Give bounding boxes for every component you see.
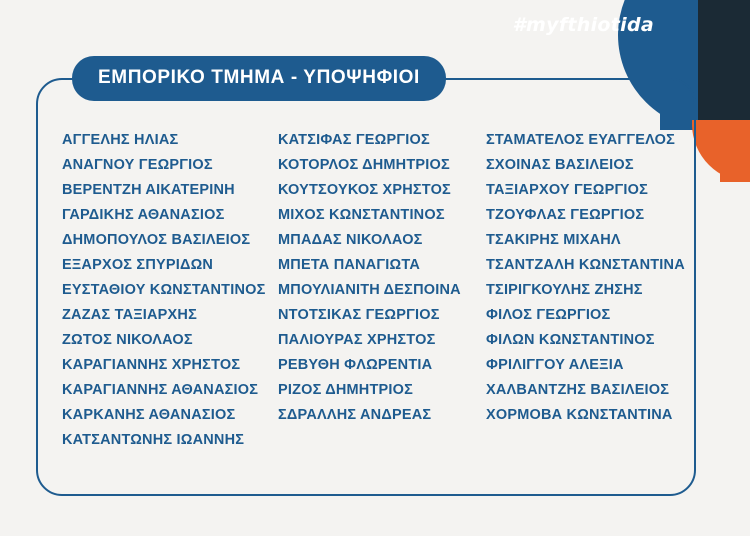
list-item: ΔΗΜΟΠΟΥΛΟΣ ΒΑΣΙΛΕΙΟΣ [62, 232, 251, 248]
list-item: ΕΞΑΡΧΟΣ ΣΠΥΡΙΔΩΝ [62, 257, 214, 273]
list-item: ΚΟΥΤΣΟΥΚΟΣ ΧΡΗΣΤΟΣ [278, 182, 451, 198]
list-item: ΝΤΟΤΣΙΚΑΣ ΓΕΩΡΓΙΟΣ [278, 307, 440, 323]
list-item: ΦΡΙΛΙΓΓΟΥ ΑΛΕΞΙΑ [486, 357, 624, 373]
list-item: ΡΕΒΥΘΗ ΦΛΩΡΕΝΤΙΑ [278, 357, 433, 373]
list-item: ΣΤΑΜΑΤΕΛΟΣ ΕΥΑΓΓΕΛΟΣ [486, 132, 675, 148]
list-item: ΚΑΡΚΑΝΗΣ ΑΘΑΝΑΣΙΟΣ [62, 407, 236, 423]
candidate-column-2 [278, 128, 486, 453]
list-item: ΚΑΡΑΓΙΑΝΝΗΣ ΑΘΑΝΑΣΙΟΣ [62, 382, 259, 398]
list-item: ΚΑΤΣΙΦΑΣ ΓΕΩΡΓΙΟΣ [278, 132, 430, 148]
list-item: ΜΠΕΤΑ ΠΑΝΑΓΙΩΤΑ [278, 257, 421, 273]
list-item: ΣΧΟΙΝΑΣ ΒΑΣΙΛΕΙΟΣ [486, 157, 634, 173]
list-item: ΣΔΡΑΛΛΗΣ ΑΝΔΡΕΑΣ [278, 407, 432, 423]
list-item: ΕΥΣΤΑΘΙΟΥ ΚΩΝΣΤΑΝΤΙΝΟΣ [62, 282, 266, 298]
list-item: ΖΩΤΟΣ ΝΙΚΟΛΑΟΣ [62, 332, 193, 348]
list-item: ΑΓΓΕΛΗΣ ΗΛΙΑΣ [62, 132, 179, 148]
list-item: ΚΑΡΑΓΙΑΝΝΗΣ ΧΡΗΣΤΟΣ [62, 357, 241, 373]
list-item: ΜΠΟΥΛΙΑΝΙΤΗ ΔΕΣΠΟΙΝΑ [278, 282, 461, 298]
list-item: ΡΙΖΟΣ ΔΗΜΗΤΡΙΟΣ [278, 382, 414, 398]
list-item: ΤΑΞΙΑΡΧΟΥ ΓΕΩΡΓΙΟΣ [486, 182, 649, 198]
list-item: ΤΣΙΡΙΓΚΟΥΛΗΣ ΖΗΣΗΣ [486, 282, 643, 298]
watermark-hashtag: #myfthiotida [512, 14, 654, 36]
list-item: ΜΠΑΔΑΣ ΝΙΚΟΛΑΟΣ [278, 232, 423, 248]
page-title: ΕΜΠΟΡΙΚΟ ΤΜΗΜΑ - ΥΠΟΨΗΦΙΟΙ [72, 56, 446, 101]
candidate-list [62, 128, 686, 453]
list-item: ΧΑΛΒΑΝΤΖΗΣ ΒΑΣΙΛΕΙΟΣ [486, 382, 670, 398]
list-item: ΧΟΡΜΟΒΑ ΚΩΝΣΤΑΝΤΙΝΑ [486, 407, 673, 423]
decorative-dark-bar [698, 0, 750, 130]
list-item: ΤΣΑΚΙΡΗΣ ΜΙΧΑΗΛ [486, 232, 621, 248]
list-item: ΤΣΑΝΤΖΑΛΗ ΚΩΝΣΤΑΝΤΙΝΑ [486, 257, 685, 273]
list-item: ΤΖΟΥΦΛΑΣ ΓΕΩΡΓΙΟΣ [486, 207, 645, 223]
list-item: ΚΟΤΟΡΛΟΣ ΔΗΜΗΤΡΙΟΣ [278, 157, 450, 173]
list-item: ΜΙΧΟΣ ΚΩΝΣΤΑΝΤΙΝΟΣ [278, 207, 445, 223]
candidate-column-1 [62, 128, 278, 453]
list-item: ΠΑΛΙΟΥΡΑΣ ΧΡΗΣΤΟΣ [278, 332, 436, 348]
list-item: ΒΕΡΕΝΤΖΗ ΑΙΚΑΤΕΡΙΝΗ [62, 182, 235, 198]
decorative-orange-block [720, 120, 750, 182]
list-item: ΓΑΡΔΙΚΗΣ ΑΘΑΝΑΣΙΟΣ [62, 207, 225, 223]
list-item: ΦΙΛΟΣ ΓΕΩΡΓΙΟΣ [486, 307, 611, 323]
candidate-column-3 [486, 128, 686, 453]
list-item: ΚΑΤΣΑΝΤΩΝΗΣ ΙΩΑΝΝΗΣ [62, 432, 245, 448]
list-item: ΖΑΖΑΣ ΤΑΞΙΑΡΧΗΣ [62, 307, 197, 323]
list-item: ΑΝΑΓΝΟΥ ΓΕΩΡΓΙΟΣ [62, 157, 213, 173]
list-item: ΦΙΛΩΝ ΚΩΝΣΤΑΝΤΙΝΟΣ [486, 332, 655, 348]
